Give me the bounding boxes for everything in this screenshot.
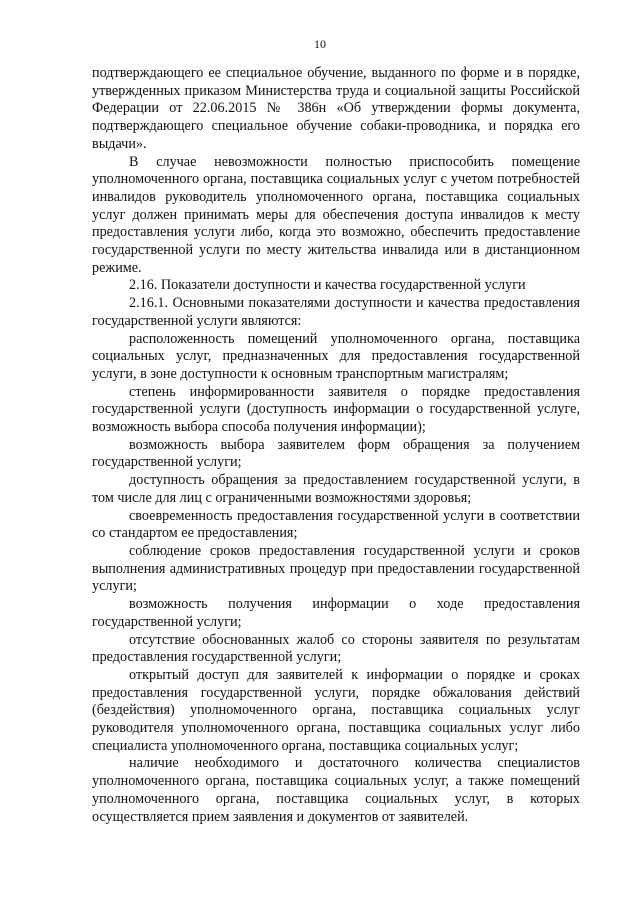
section-heading-2-16: 2.16. Показатели доступности и качества государственной услуги (129, 277, 526, 294)
document-body (92, 65, 580, 826)
list-item-staffing: наличие необходимого и достаточного количества специалистов уполномоченного органа, поставщика социальных услуг, а также помещений уполномоченного органа, поставщика социальных услуг, в которых осуществляется прием заявления и документов от заявителей. (92, 755, 580, 825)
list-item-no-complaints: отсутствие обоснованных жалоб со стороны заявителя по результатам предоставления государственной услуги; (92, 631, 580, 666)
paragraph-2-16-1: 2.16.1. Основными показателями доступности и качества предоставления государственной услуги являются: (92, 295, 580, 329)
list-item-timeliness: своевременность предоставления государственной услуги в соответствии со стандартом ее предоставления; (92, 507, 580, 542)
list-item-access: доступность обращения за предоставлением государственной услуги, в том числе для лиц с ограниченными возможностями здоровья; (92, 472, 580, 506)
paragraph-accessibility-measures: В случае невозможности полностью приспособить помещение уполномоченного органа, поставщика социальных услуг с учетом потребностей инвалидов руководитель уполномоченного органа, поставщика социальных услуг должен принимать меры для обеспечения доступа инвалидов к месту предоставления услуги либо, когда это возможно, обеспечить предоставление государственной услуги по месту жительства инвалида или в дистанционном режиме. (92, 153, 580, 276)
paragraph-continuation: подтверждающего ее специальное обучение, выданного по форме и в порядке, утвержденных приказом Министерства труда и социальной защиты Российской Федерации от 22.06.2015 № 386н «Об утверждении формы документа, подтверждающего специальное обучение собаки-проводника, и порядка его выдачи». (92, 65, 580, 152)
page-number: 10 (314, 37, 326, 51)
list-item-progress-info: возможность получения информации о ходе предоставления государственной услуги; (92, 596, 580, 630)
list-item-location: расположенность помещений уполномоченного органа, поставщика социальных услуг, предназначенных для предоставления государственной услуги, в зоне доступности к основным транспортным магистралям; (92, 330, 580, 382)
list-item-form-choice: возможность выбора заявителем форм обращения за получением государственной услуги; (92, 436, 580, 471)
list-item-open-access: открытый доступ для заявителей к информации о порядке и сроках предоставления государственной услуги, порядке обжалования действий (бездействия) уполномоченного органа, поставщика социальных услуг руководителя уполномоченного органа, поставщика социальных услуг либо специалиста уполномоченного органа, поставщика социальных услуг; (92, 666, 580, 754)
list-item-deadlines: соблюдение сроков предоставления государственной услуги и сроков выполнения административных процедур при предоставлении государственной услуги; (92, 542, 580, 595)
list-item-informedness: степень информированности заявителя о порядке предоставления государственной услуги (доступность информации о государственной услуге, возможность выбора способа получения информации); (92, 383, 580, 436)
